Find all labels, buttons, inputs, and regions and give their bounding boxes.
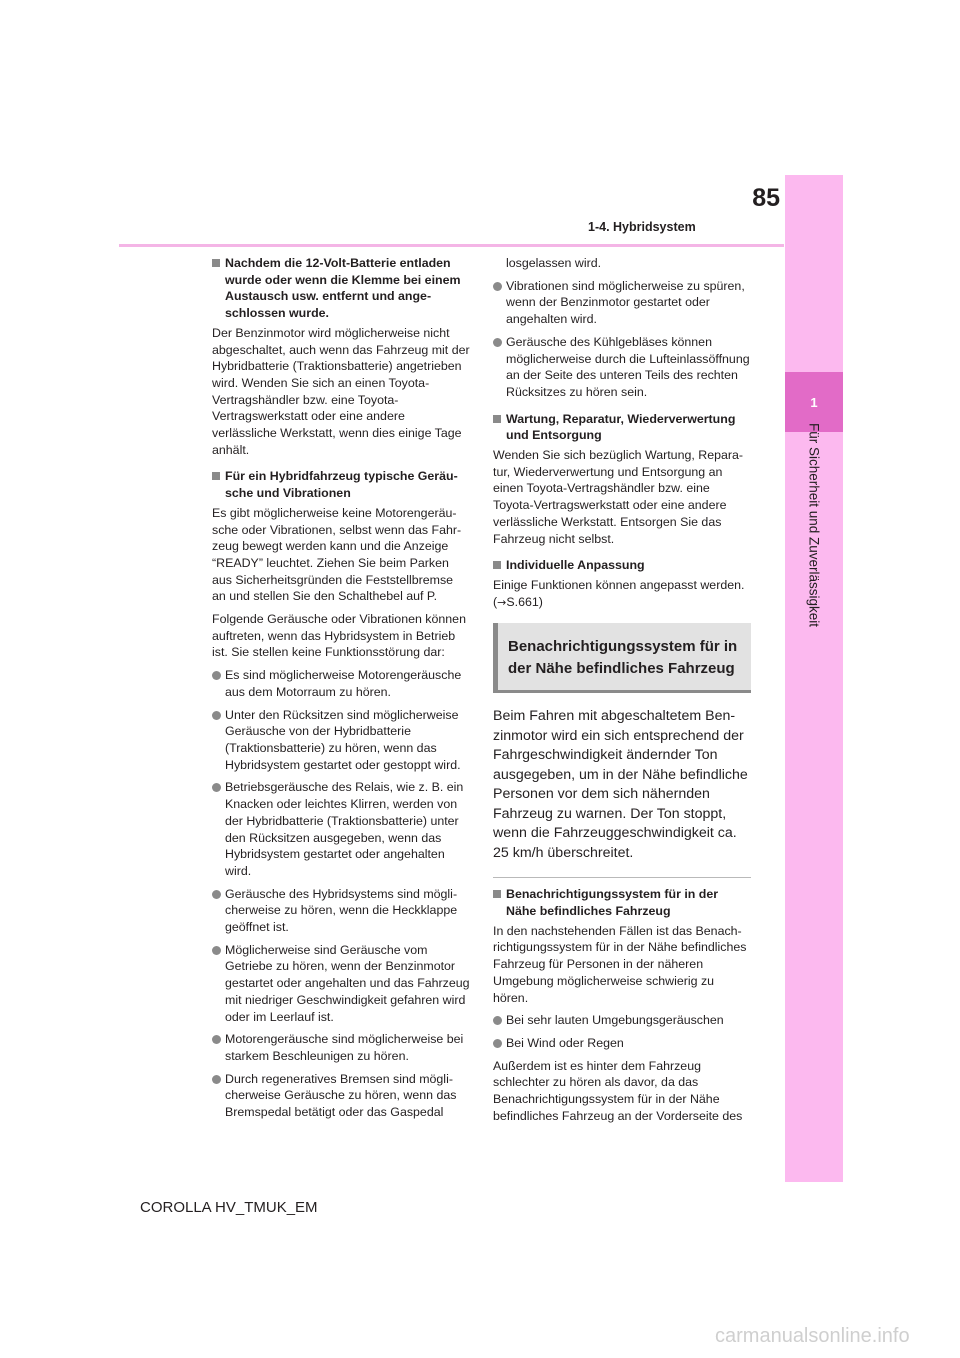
heading-alert-system: Benachrichtigungssystem für in der Nähe befindliches Fahrzeug xyxy=(493,886,751,919)
footer-model: COROLLA HV_TMUK_EM xyxy=(140,1199,318,1216)
list-item: Geräusche des Hybridsystems sind möglicherweise zu hören, wenn die Heckklappe geöffnet ist. xyxy=(212,886,470,936)
list-item: Bei Wind oder Regen xyxy=(493,1035,751,1052)
customization-text: Einige Funktionen können angepasst werden. ( xyxy=(493,577,745,609)
right-column xyxy=(493,255,751,1131)
header-rule xyxy=(119,244,784,247)
chapter-tab-strip xyxy=(785,175,843,1182)
paragraph-customization xyxy=(493,577,751,611)
page-reference-link[interactable]: S.661) xyxy=(506,594,543,609)
list-item: Durch regeneratives Bremsen sind möglicherweise Geräusche zu hören, wenn das Bremspedal betätigt oder das Gaspedal xyxy=(212,1071,470,1121)
list-item: Es sind möglicherweise Motorengeräusche aus dem Motorraum zu hören. xyxy=(212,667,470,700)
heading-maintenance: Wartung, Reparatur, Wiederverwertung und Entsorgung xyxy=(493,411,751,444)
list-item: Möglicherweise sind Geräusche vom Getriebe zu hören, wenn der Benzinmotor gestartet oder angehalten und das Fahrzeug mit niedriger Geschwindigkeit gefahren wird oder im Leerlauf ist. xyxy=(212,942,470,1026)
lead-paragraph: Beim Fahren mit abgeschaltetem Benzinmotor wird ein sich entsprechend der Fahrgeschwindigkeit ändernder Ton ausgegeben, um in der Nähe befindliche Personen vor dem sich nähernden Fahrzeug zu warnen. Der Ton stoppt, wenn die Fahrzeuggeschwindigkeit ca. 25 km/h überschreitet. xyxy=(493,708,748,861)
paragraph-maintenance: Wenden Sie sich bezüglich Wartung, Reparatur, Wiederverwertung und Entsorgung an einen Toyota-Vertragshändler bzw. eine Toyota-Vertragswerkstatt oder eine andere verlässliche Werkstatt. Entsorgen Sie das Fahrzeug nicht selbst. xyxy=(493,448,744,546)
list-item-continuation: losgelassen wird. xyxy=(506,256,602,270)
paragraph-noises-list-intro: Folgende Geräusche oder Vibrationen können auftreten, wenn das Hybridsystem in Betrieb ist. Sie stellen keine Funktionsstörung dar: xyxy=(212,612,466,660)
heading-battery: Nachdem die 12-Volt-Batterie entladen wurde oder wenn die Klemme bei einem Austausch usw. entfernt und angeschlossen wurde. xyxy=(212,255,470,322)
list-item: Unter den Rücksitzen sind möglicherweise Geräusche von der Hybridbatterie (Traktionsbatterie) zu hören, wenn das Hybridsystem gestartet oder gestoppt wird. xyxy=(212,707,470,774)
chapter-title: Für Sicherheit und Zuverlässigkeit xyxy=(806,422,822,628)
heading-customization: Individuelle Anpassung xyxy=(493,557,751,574)
paragraph-alert-system: In den nachstehenden Fällen ist das Benachrichtigungssystem für in der Nähe befindliches Fahrzeug für Personen in der näheren Umgebung möglicherweise schwierig zu hören. xyxy=(493,923,747,1005)
section-title: 1-4. Hybridsystem xyxy=(588,220,696,234)
paragraph-battery: Der Benzinmotor wird möglicherweise nicht abgeschaltet, auch wenn das Fahrzeug mit der Hybridbatterie (Traktionsbatterie) angetrieben wird. Wenden Sie sich an einen Toyota-Vertragshändler bzw. eine Toyota-Vertragswerkstatt oder eine andere verlässliche Werkstatt, wenn dies einige Tage anhält. xyxy=(212,325,470,457)
arrow-icon: → xyxy=(497,595,507,609)
list-item: Geräusche des Kühlgebläses können möglicherweise durch die Lufteinlassöffnung an der Seite des unteren Teils des rechten Rücksitzes zu hören sein. xyxy=(493,334,751,401)
watermark: carmanualsonline.info xyxy=(715,1325,910,1347)
left-column xyxy=(212,255,470,1127)
chapter-number-tab[interactable]: 1 xyxy=(785,372,843,432)
list-item: Vibrationen sind möglicherweise zu spüren, wenn der Benzinmotor gestartet oder angehalten wird. xyxy=(493,278,751,328)
list-item: Betriebsgeräusche des Relais, wie z. B. ein Knacken oder leichtes Klirren, werden von der Hybridbatterie (Traktionsbatterie) unter den Rücksitzen ausgegeben, wenn das Hybridsystem gestartet oder angehalten wird. xyxy=(212,779,470,879)
paragraph-noises: Es gibt möglicherweise keine Motorengeräusche oder Vibrationen, selbst wenn das Fahrzeug bewegt werden kann und die Anzeige “READY” leuchtet. Ziehen Sie beim Parken aus Sicherheitsgründen die Feststellbremse an und stellen Sie den Schalthebel auf P. xyxy=(212,505,462,604)
section-title-box: Benachrichtigungssystem für in der Nähe befindliches Fahrzeug xyxy=(493,623,751,693)
paragraph-alert-system-rear: Außerdem ist es hinter dem Fahrzeug schlechter zu hören als davor, da das Benachrichtigungssystem für in der Nähe befindliches Fahrzeug an der Vorderseite des xyxy=(493,1058,743,1123)
list-item: Motorengeräusche sind möglicherweise bei starkem Beschleunigen zu hören. xyxy=(212,1031,470,1064)
list-item: Bei sehr lauten Umgebungsgeräuschen xyxy=(493,1012,751,1029)
page-number: 85 xyxy=(752,184,780,212)
divider xyxy=(493,877,751,878)
heading-noises: Für ein Hybridfahrzeug typische Geräusche und Vibrationen xyxy=(212,468,470,501)
